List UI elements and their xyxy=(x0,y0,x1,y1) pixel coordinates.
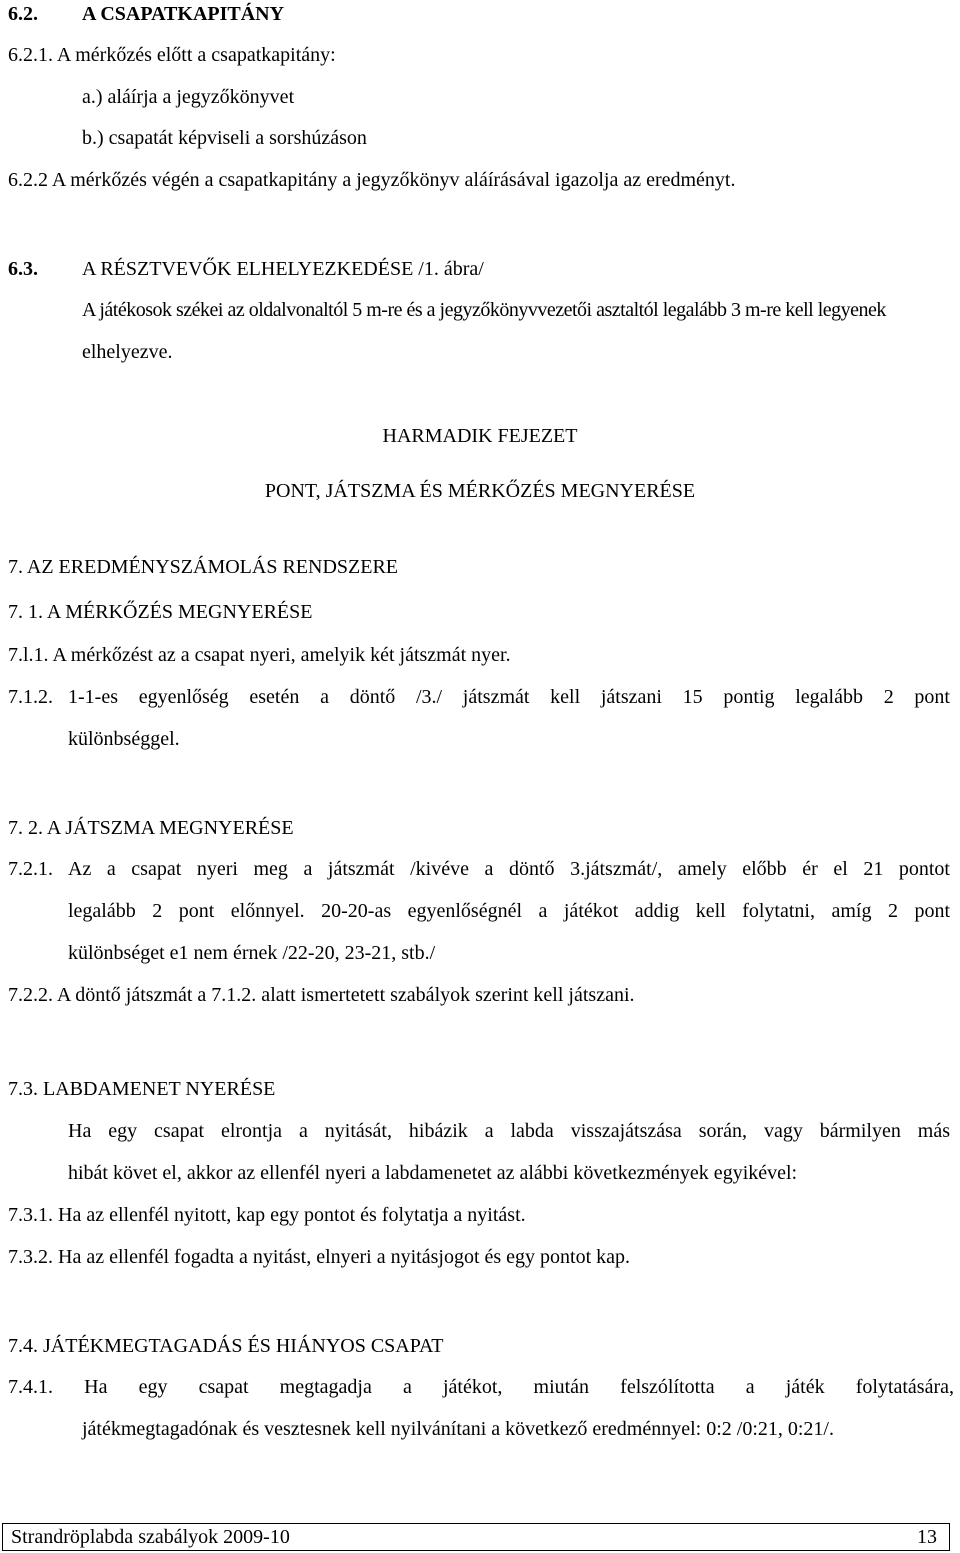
page-number: 13 xyxy=(917,1526,937,1548)
paragraph-7-1-1: 7.l.1. A mérkőzést az a csapat nyeri, amelyik két játszmát nyer. xyxy=(8,644,511,666)
paragraph-7-4-1-line-1: 7.4.1. Ha egy csapat megtagadja a játékot, miután felszólította a játék folytatására, xyxy=(8,1376,954,1398)
section-6-2-title: A CSAPATKAPITÁNY xyxy=(82,3,285,25)
paragraph-7-3-line-1: Ha egy csapat elrontja a nyitását, hibázik a labda visszajátszása során, vagy bármilyen más xyxy=(68,1120,950,1142)
section-6-3-title: A RÉSZTVEVŐK ELHELYEZKEDÉSE /1. ábra/ xyxy=(82,258,484,280)
section-7-1-title: 7. 1. A MÉRKŐZÉS MEGNYERÉSE xyxy=(8,601,313,623)
section-7-4-title: 7.4. JÁTÉKMEGTAGADÁS ÉS HIÁNYOS CSAPAT xyxy=(8,1335,444,1357)
paragraph-7-1-2-line-2: különbséggel. xyxy=(68,728,180,750)
paragraph-6-3-line-2: elhelyezve. xyxy=(82,341,173,363)
paragraph-7-2-1-line-2: legalább 2 pont előnnyel. 20-20-as egyenlőségnél a játékot addig kell folytatni, amíg 2 pont xyxy=(68,900,950,922)
paragraph-7-1-2-line-1: 1-1-es egyenlőség esetén a döntő /3./ játszmát kell játszani 15 pontig legalább 2 pont xyxy=(68,686,950,708)
paragraph-7-2-1-number: 7.2.1. xyxy=(8,858,53,880)
list-item-a: a.) aláírja a jegyzőkönyvet xyxy=(82,86,295,108)
paragraph-6-2-2: 6.2.2 A mérkőzés végén a csapatkapitány a jegyzőkönyv aláírásával igazolja az eredményt. xyxy=(8,169,736,191)
paragraph-6-2-1: 6.2.1. A mérkőzés előtt a csapatkapitány: xyxy=(8,44,336,66)
paragraph-7-1-2-number: 7.1.2. xyxy=(8,686,53,708)
page-footer xyxy=(2,1523,950,1551)
chapter-subtitle: PONT, JÁTSZMA ÉS MÉRKŐZÉS MEGNYERÉSE xyxy=(264,480,696,502)
footer-title: Strandröplabda szabályok 2009-10 xyxy=(11,1526,290,1548)
list-item-b: b.) csapatát képviseli a sorshúzáson xyxy=(82,127,367,149)
paragraph-7-2-1-line-3: különbséget e1 nem érnek /22-20, 23-21, stb./ xyxy=(68,942,436,964)
section-7-2-title: 7. 2. A JÁTSZMA MEGNYERÉSE xyxy=(8,817,294,839)
section-6-2-number: 6.2. xyxy=(8,3,38,25)
paragraph-7-2-2: 7.2.2. A döntő játszmát a 7.1.2. alatt ismertetett szabályok szerint kell játszani. xyxy=(8,984,635,1006)
chapter-title: HARMADIK FEJEZET xyxy=(382,425,578,447)
paragraph-7-4-1-line-2: játékmegtagadónak és vesztesnek kell nyilvánítani a következő eredménnyel: 0:2 /0:21, 0:21/. xyxy=(82,1418,834,1440)
paragraph-7-2-1-line-1: Az a csapat nyeri meg a játszmát /kivéve a döntő 3.játszmát/, amely előbb ér el 21 pontot xyxy=(68,858,950,880)
section-6-3-number: 6.3. xyxy=(8,258,38,280)
paragraph-7-3-line-2: hibát követ el, akkor az ellenfél nyeri a labdamenetet az alábbi következmények egyikével: xyxy=(68,1162,798,1184)
paragraph-6-3-line-1: A játékosok székei az oldalvonaltól 5 m-re és a jegyzőkönyvvezetői asztaltól legalább 3 m-re kell legyenek xyxy=(82,299,886,321)
paragraph-7-3-2: 7.3.2. Ha az ellenfél fogadta a nyitást, elnyeri a nyitásjogot és egy pontot kap. xyxy=(8,1246,631,1268)
section-7-title: 7. AZ EREDMÉNYSZÁMOLÁS RENDSZERE xyxy=(8,556,399,578)
paragraph-7-3-1: 7.3.1. Ha az ellenfél nyitott, kap egy pontot és folytatja a nyitást. xyxy=(8,1204,526,1226)
section-7-3-title: 7.3. LABDAMENET NYERÉSE xyxy=(8,1078,276,1100)
